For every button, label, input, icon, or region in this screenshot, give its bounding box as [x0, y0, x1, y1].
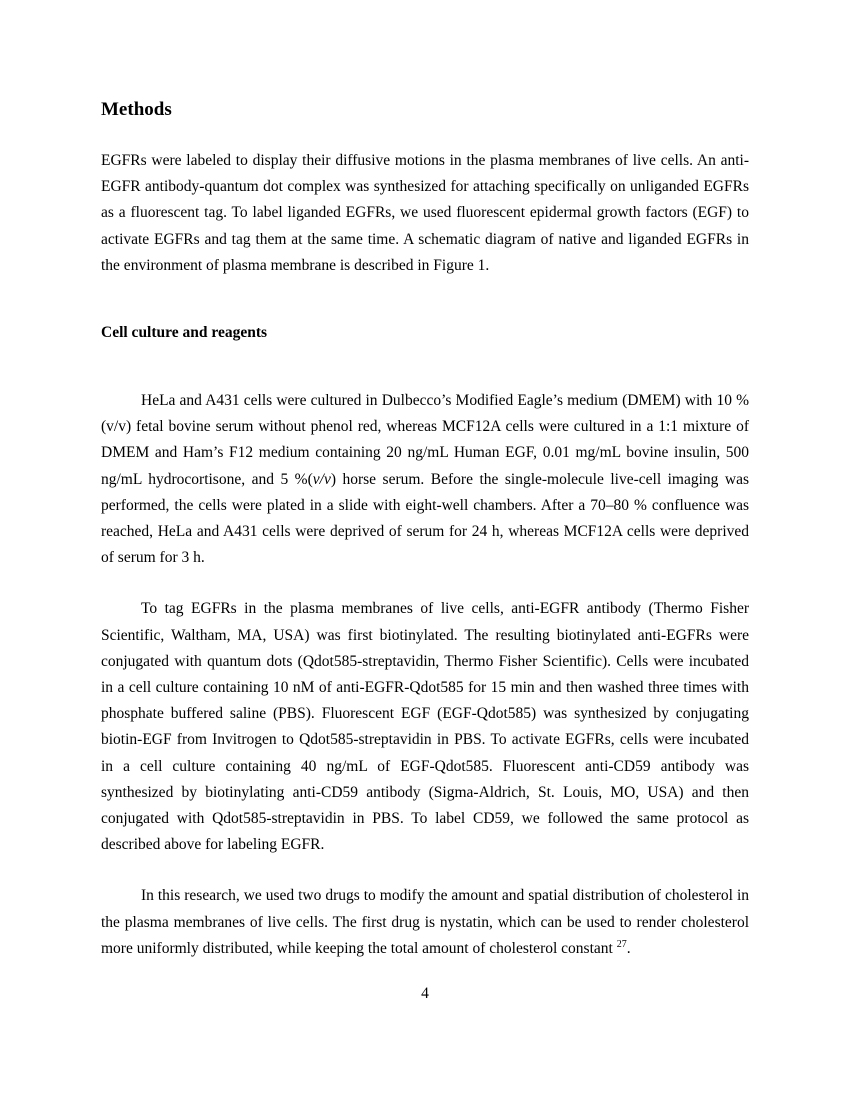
paragraph-3-text: In this research, we used two drugs to modify the amount and spatial distribution of cholesterol in the plasma membranes of live cells. The first drug is nystatin, which can be used to render cholesterol more uniformly distributed, while keeping the total amount of cholesterol constant: [101, 887, 749, 957]
body-paragraph-2: To tag EGFRs in the plasma membranes of live cells, anti-EGFR antibody (Thermo Fisher Scientific, Waltham, MA, USA) was first biotinylated. The resulting biotinylated anti-EGFRs were conjugated with quantum dots (Qdot585-streptavidin, Thermo Fisher Scientific). Cells were incubated in a cell culture containing 10 nM of anti-EGFR-Qdot585 for 15 min and then washed three times with phosphate buffered saline (PBS). Fluorescent EGF (EGF-Qdot585) was synthesized by conjugating biotin-EGF from Invitrogen to Qdot585-streptavidin in PBS. To activate EGFRs, cells were incubated in a cell culture containing 40 ng/mL of EGF-Qdot585. Fluorescent anti-CD59 antibody was synthesized by biotinylating anti-CD59 antibody (Sigma-Aldrich, St. Louis, MO, USA) and then conjugated with Qdot585-streptavidin in PBS. To label CD59, we followed the same protocol as described above for labeling EGFR.: [101, 600, 749, 854]
subsection-title: Cell culture and reagents: [101, 324, 268, 342]
citation-reference: 27: [616, 938, 627, 950]
page-body: [101, 96, 749, 962]
body-paragraph-3: [101, 883, 749, 962]
section-title: Methods: [101, 99, 172, 120]
paragraph-1-italic: v/v: [312, 470, 331, 488]
paragraph-1-text-b: ) horse serum. Before the single-molecule live-cell imaging was performed, the cells were plated in a slide with eight-well chambers. After a 70–80 % confluence was reached, HeLa and A431 cells were deprived of serum for 24 h, whereas MCF12A cells were deprived of serum for 3 h.: [101, 470, 749, 567]
page-number: 4: [421, 985, 429, 1002]
paragraph-1-text-a: HeLa and A431 cells were cultured in Dulbecco’s Modified Eagle’s medium (DMEM) with 10 % (v/v) fetal bovine serum without phenol red, whereas MCF12A cells were cultured in a 1:1 mixture of DMEM and Ham’s F12 medium containing 20 ng/mL Human EGF, 0.01 mg/mL bovine insulin, 500 ng/mL hydrocortisone, and 5 %(: [101, 392, 749, 488]
intro-paragraph: EGFRs were labeled to display their diffusive motions in the plasma membranes of live cells. An anti-EGFR antibody-quantum dot complex was synthesized for attaching specifically on unliganded EGFRs as a fluorescent tag. To label liganded EGFRs, we used fluorescent epidermal growth factors (EGF) to activate EGFRs and tag them at the same time. A schematic diagram of native and liganded EGFRs in the environment of plasma membrane is described in Figure 1.: [101, 152, 749, 274]
body-paragraph-1: [101, 388, 749, 571]
paragraph-3-end: .: [626, 939, 631, 957]
